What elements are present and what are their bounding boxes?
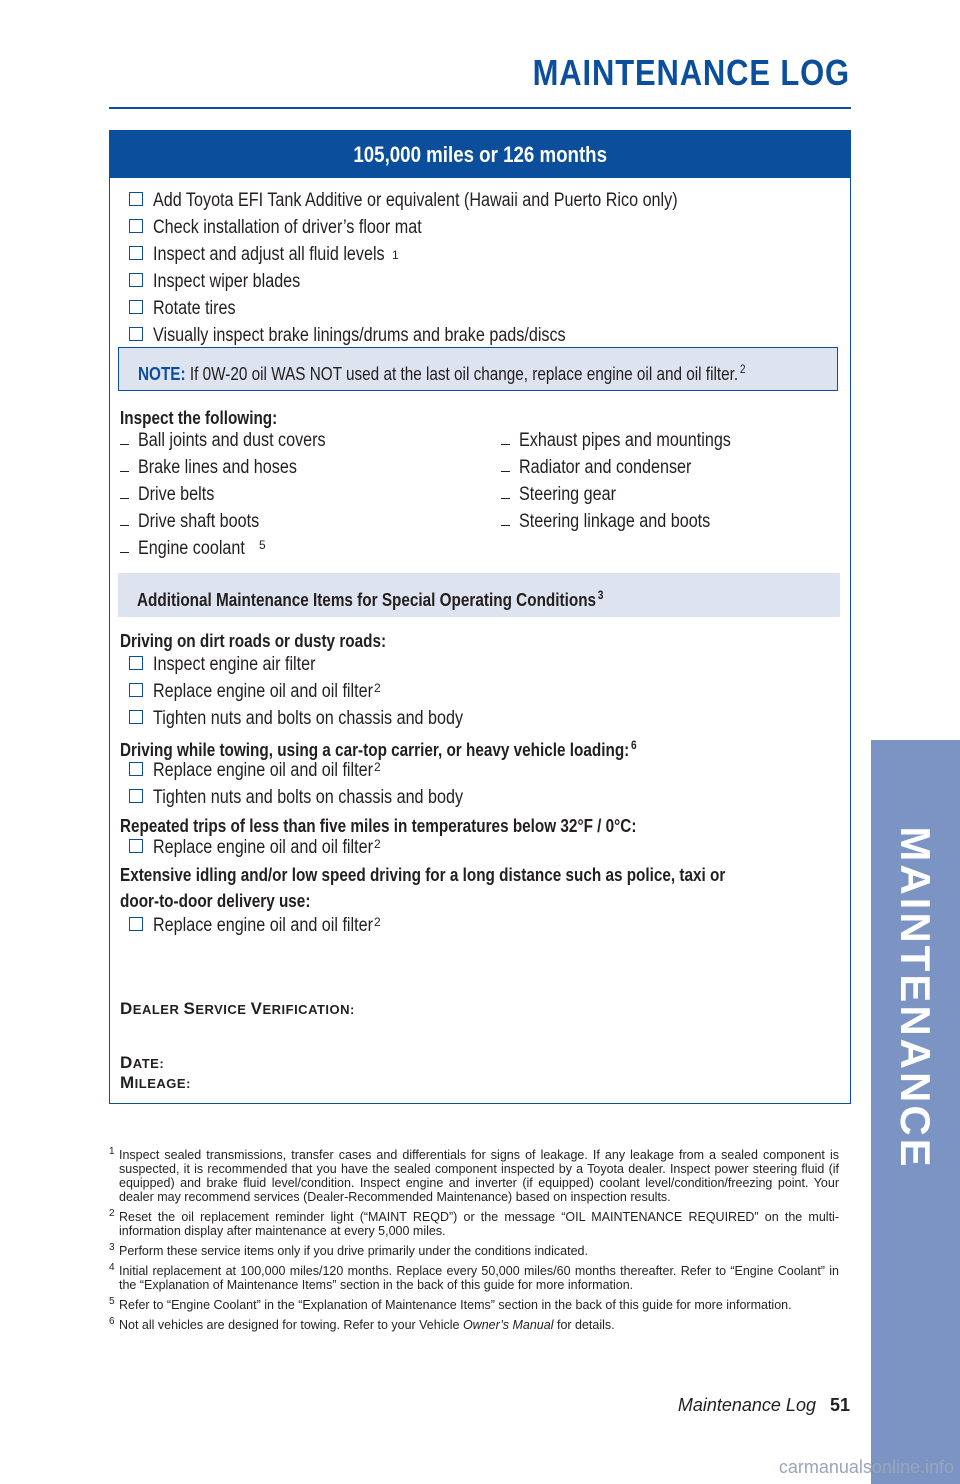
footnote-6: 6 Not all vehicles are designed for towing. Refer to your Vehicle Owner’s Manual for details. [109, 1316, 615, 1332]
checkbox-icon[interactable] [129, 656, 143, 670]
section-name: Maintenance Log [677, 1395, 816, 1415]
dirt-roads-heading: Driving on dirt roads or dusty roads: [120, 631, 387, 651]
inspect-item: Ball joints and dust covers [120, 429, 359, 453]
footnote-4: 4 Initial replacement at 100,000 miles/120 months. Replace every 50,000 miles/60 months thereafter. Refer to “Engine Coolant” in the “Explanation of Maintenance Items” section in the back of this guide for more information. [109, 1262, 839, 1292]
checklist-item[interactable]: Inspect wiper blades [129, 270, 326, 294]
note-label: NOTE: [138, 364, 186, 384]
checklist-item[interactable]: Rotate tires [129, 297, 250, 321]
page-number: 51 [829, 1395, 850, 1415]
checkbox-icon[interactable] [129, 917, 143, 931]
footnote-2: 2 Reset the oil replacement reminder light (“MAINT REQD”) or the message “OIL MAINTENANCE REQUIRED” on the multi-information display after maintenance at every 5,000 miles. [109, 1208, 839, 1238]
checklist-item[interactable]: Add Toyota EFI Tank Additive or equivalent (Hawaii and Puerto Rico only) [129, 189, 770, 213]
idling-heading: Extensive idling and/or low speed driving for a long distance such as police, taxi or [120, 865, 726, 885]
checkbox-icon[interactable] [129, 219, 143, 233]
section-side-tab-label: MAINTENANCE [892, 826, 939, 1170]
short-trips-heading: Repeated trips of less than five miles in temperatures below 32°F / 0°C: [120, 816, 637, 836]
date-label: DATE: [120, 1053, 165, 1072]
inspect-item: Drive belts [120, 483, 228, 507]
footnote-1: 1 Inspect sealed transmissions, transfer cases and differentials for signs of leakage. If any leakage from a sealed component is suspected, it is recommended that you have the sealed component inspected by a Toyota dealer. Inspect power steering fluid (if equipped) and brake fluid level/condition. Inspect engine and inverter (if equipped) coolant level/condition/freezing point. Your dealer may recommend services (Dealer-Recommended Maintenance) based on inspection results. [109, 1146, 839, 1204]
checkbox-icon[interactable] [129, 192, 143, 206]
checkbox-icon[interactable] [129, 762, 143, 776]
footnotes [109, 1148, 839, 1338]
checklist-item[interactable]: Replace engine oil and oil filter [129, 914, 412, 938]
watermark: carmanualsonline.info [778, 1457, 954, 1477]
page-footer [678, 1395, 850, 1416]
idling-heading-cont: door-to-door delivery use: [120, 891, 311, 911]
special-conditions-banner: Additional Maintenance Items for Special Operating Conditions $^3$ [118, 573, 840, 617]
page-title: MAINTENANCE LOG [532, 52, 850, 93]
checklist-item[interactable]: Check installation of driver’s floor mat [129, 216, 469, 240]
inspect-item: Engine coolant [120, 537, 264, 561]
checklist-item[interactable]: Visually inspect brake linings/drums and brake pads/discs [129, 324, 638, 348]
checklist-item[interactable]: Inspect engine air filter [129, 653, 344, 677]
interval-header: 105,000 miles or 126 months [110, 131, 850, 178]
checkbox-icon[interactable] [129, 327, 143, 341]
footnote-3: 3 Perform these service items only if you drive primarily under the conditions indicated. [109, 1242, 588, 1258]
checklist-item[interactable]: Tighten nuts and bolts on chassis and body [129, 707, 518, 731]
checkbox-icon[interactable] [129, 710, 143, 724]
dealer-verification-label: DEALER SERVICE VERIFICATION: [120, 999, 355, 1018]
footnote-ref: 2 [374, 681, 381, 695]
checkbox-icon[interactable] [129, 839, 143, 853]
inspect-item: Steering gear [501, 483, 633, 507]
checklist-item[interactable]: Replace engine oil and oil filter [129, 836, 412, 860]
checkbox-icon[interactable] [129, 683, 143, 697]
checklist-item[interactable]: Replace engine oil and oil filter [129, 759, 412, 783]
inspect-item: Brake lines and hoses [120, 456, 325, 480]
footnote-5: 5 Refer to “Engine Coolant” in the “Explanation of Maintenance Items” section in the back of this guide for more information. [109, 1296, 792, 1312]
footnote-ref: 5 [259, 538, 266, 552]
mileage-label: MILEAGE: [120, 1073, 191, 1092]
inspect-item: Steering linkage and boots [501, 510, 744, 534]
oil-note: NOTE: If 0W-20 oil WAS NOT used at the last oil change, replace engine oil and oil filter. $^2$ [118, 347, 838, 391]
footnote-ref: 2 [374, 760, 381, 774]
checklist-item[interactable]: Inspect and adjust all fluid levels [129, 243, 426, 267]
checkbox-icon[interactable] [129, 246, 143, 260]
inspect-item: Radiator and condenser [501, 456, 722, 480]
footnote-ref: 1 [392, 248, 399, 262]
inspect-item: Exhaust pipes and mountings [501, 429, 768, 453]
checklist-item[interactable]: Tighten nuts and bolts on chassis and body [129, 786, 518, 810]
checkbox-icon[interactable] [129, 789, 143, 803]
title-divider [109, 107, 851, 109]
checklist-item[interactable]: Replace engine oil and oil filter [129, 680, 412, 704]
towing-heading: Driving while towing, using a car-top carrier, or heavy vehicle loading: $^6$ [120, 738, 637, 760]
checkbox-icon[interactable] [129, 273, 143, 287]
inspect-item: Drive shaft boots [120, 510, 281, 534]
footnote-ref: 2 [374, 915, 381, 929]
inspect-heading: Inspect the following: [120, 408, 278, 428]
maintenance-log-card [109, 130, 851, 1104]
checkbox-icon[interactable] [129, 300, 143, 314]
footnote-ref: 2 [374, 837, 381, 851]
